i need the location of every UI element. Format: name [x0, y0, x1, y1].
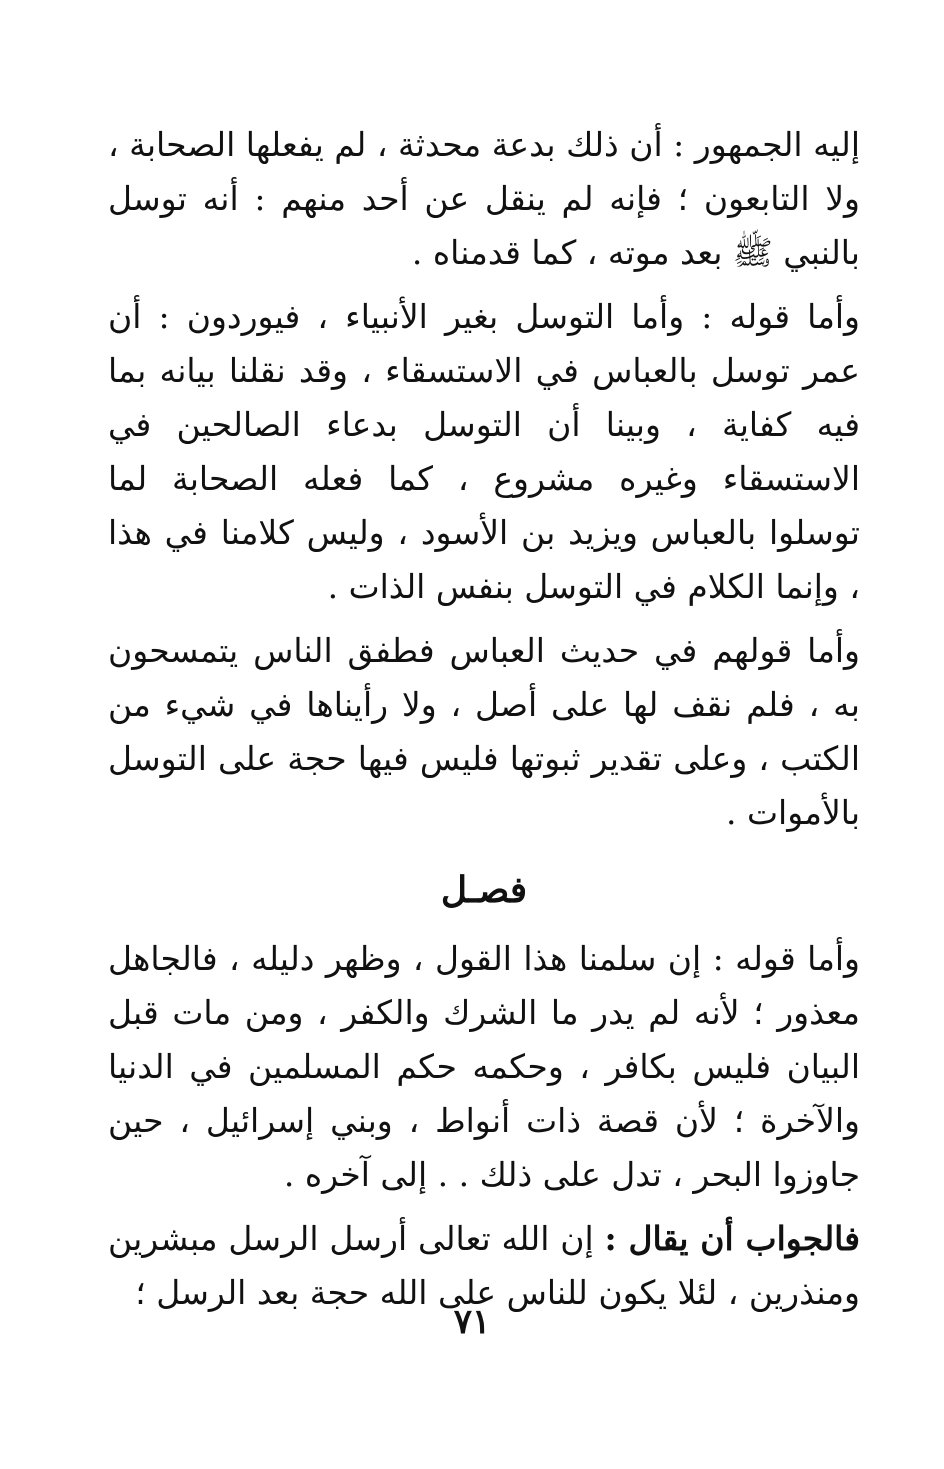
paragraph-3: وأما قولهم في حديث العباس فطفق الناس يتمسحون به ، فلم نقف لها على أصل ، ولا رأيناها في شيء من الكتب ، وعلى تقدير ثبوتها فليس فيها حجة على التوسل بالأموات .	[108, 631, 860, 832]
page-number: ٧١	[453, 1302, 491, 1342]
paragraph-2: وأما قوله : وأما التوسل بغير الأنبياء ، فيوردون : أن عمر توسل بالعباس في الاستسقاء ، وقد نقلنا بيانه بما فيه كفاية ، وبينا أن التوسل بدعاء الصالحين في الاستسقاء وغيره مشروع ، كما فعله الصحابة لما توسلوا بالعباس ويزيد بن الأسود ، وليس كلامنا في هذا ، وإنما الكلام في التوسل بنفس الذات .	[108, 297, 860, 606]
answer-text: إن الله تعالى أرسل الرسل مبشرين ومنذرين ، لئلا يكون للناس على الله حجة بعد الرسل ؛	[108, 1219, 860, 1312]
paragraph-4: وأما قوله : إن سلمنا هذا القول ، وظهر دليله ، فالجاهل معذور ؛ لأنه لم يدر ما الشرك والكفر ، ومن مات قبل البيان فليس بكافر ، وحكمه حكم المسلمين في الدنيا والآخرة ؛ لأن قصة ذات أنواط ، وبني إسرائيل ، حين جاوزوا البحر ، تدل على ذلك . . إلى آخره .	[108, 939, 860, 1194]
book-page	[108, 118, 860, 1320]
section-heading: فصـل	[440, 869, 528, 911]
answer-bold-lead: فالجواب أن يقال :	[604, 1219, 860, 1258]
paragraph-1: إليه الجمهور : أن ذلك بدعة محدثة ، لم يفعلها الصحابة ، ولا التابعون ؛ فإنه لم ينقل عن أحد منهم : أنه توسل بالنبي ﷺ بعد موته ، كما قدمناه .	[108, 125, 860, 272]
